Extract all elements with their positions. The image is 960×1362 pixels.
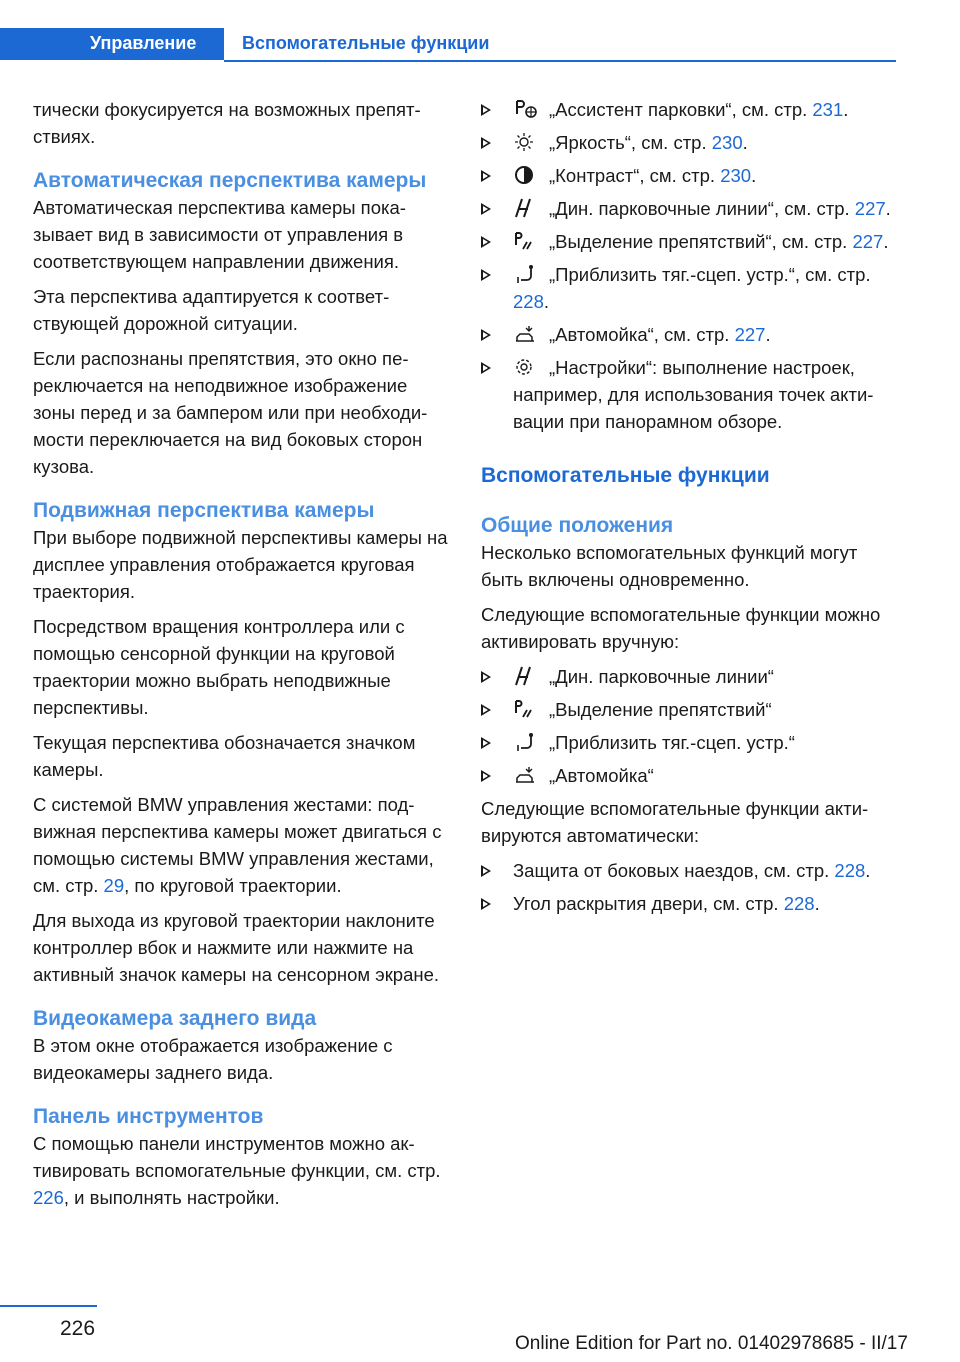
heading-auto-perspective: Автоматическая перспектива камеры [33, 169, 427, 192]
list-item: „Автомойка“, см. стр. 227. [481, 321, 901, 348]
list-item: „Настройки“: выполнение настроек, например, для использования точек активации при панорамном обзоре. [481, 354, 901, 435]
heading-assist-functions: Вспомогательные функции [481, 464, 770, 487]
list-item: „Ассистент парковки“, см. стр. 231. [481, 96, 901, 123]
auto-function-list [481, 857, 901, 917]
paragraph: Текущая перспектива обозначается значком камеры. [33, 732, 416, 780]
paragraph: Следующие вспомогательные функции активируются автоматически: [481, 798, 869, 846]
hitch-icon [513, 732, 539, 752]
paragraph: С системой BMW управления жестами: подвижная перспектива камеры может двигаться с помощью системы BMW управления жестами, см. стр. 29, по круговой траектории. [33, 794, 442, 896]
bullet-triangle-icon [481, 137, 491, 149]
settings-gear-icon [513, 357, 539, 377]
bullet-triangle-icon [481, 704, 491, 716]
bullet-triangle-icon [481, 236, 491, 248]
bullet-triangle-icon [481, 203, 491, 215]
bullet-triangle-icon [481, 737, 491, 749]
edition-note: Online Edition for Part no. 01402978685 - II/17 [515, 1333, 908, 1354]
obstacle-icon [513, 231, 539, 251]
car-wash-icon [513, 324, 539, 344]
heading-rear-camera: Видеокамера заднего вида [33, 1007, 317, 1030]
list-item: „Контраст“, см. стр. 230. [481, 162, 901, 189]
toolbar-function-list [481, 96, 901, 435]
page-link[interactable]: 29 [103, 875, 125, 896]
bullet-triangle-icon [481, 865, 491, 877]
bullet-triangle-icon [481, 269, 491, 281]
brightness-icon [513, 132, 539, 152]
chapter-title: Вспомогательные функции [242, 33, 490, 53]
page-link[interactable]: 231 [812, 99, 844, 120]
heading-moving-perspective: Подвижная перспектива камеры [33, 499, 375, 522]
paragraph: Посредством вращения контроллера или с помощью сенсорной функции на круговой траектории можно выбрать неподвижные перспективы. [33, 616, 405, 718]
page-link[interactable]: 227 [734, 324, 766, 345]
bullet-triangle-icon [481, 770, 491, 782]
paragraph: В этом окне отображается изображение с видеокамеры заднего вида. [33, 1035, 393, 1083]
paragraph: Несколько вспомогательных функций могут быть включены одновременно. [481, 542, 858, 590]
paragraph: Автоматическая перспектива камеры показывает вид в зависимости от управления в соответствующем направлении движения. [33, 197, 406, 272]
obstacle-icon [513, 699, 539, 719]
left-column [33, 96, 451, 1219]
footer-rule [0, 1305, 97, 1307]
bullet-triangle-icon [481, 671, 491, 683]
paragraph: Если распознаны препятствия, это окно переключается на неподвижное изображение зоны перед и за бампером или при необходимости переключается на вид боковых сторон кузова. [33, 348, 428, 477]
paragraph: С помощью панели инструментов можно активировать вспомогательные функции, см. стр. 226, и выполнять настройки. [33, 1133, 441, 1208]
page-link[interactable]: 226 [33, 1187, 64, 1208]
header-rule [224, 60, 896, 62]
park-assist-icon [513, 99, 539, 119]
list-item: „Приблизить тяг.-сцеп. устр.“ [481, 729, 901, 756]
car-wash-icon [513, 765, 539, 785]
paragraph: тически фокусируется на возможных препятствиях. [33, 99, 421, 147]
page-link[interactable]: 228 [513, 291, 544, 312]
paragraph: При выборе подвижной перспективы камеры на дисплее управления отображается круговая траектория. [33, 527, 448, 602]
page-link[interactable]: 227 [852, 231, 884, 252]
list-item: „Автомойка“ [481, 762, 901, 789]
bullet-triangle-icon [481, 104, 491, 116]
parking-lines-icon [513, 198, 539, 218]
list-item: „Приблизить тяг.-сцеп. устр.“, см. стр. 228. [481, 261, 901, 315]
page-link[interactable]: 228 [783, 893, 815, 914]
list-item: „Дин. парковочные линии“ [481, 663, 901, 690]
manual-function-list [481, 663, 901, 789]
paragraph: Эта перспектива адаптируется к соответствующей дорожной ситуации. [33, 286, 390, 334]
paragraph: Следующие вспомогательные функции можно активировать вручную: [481, 604, 881, 652]
list-item: „Выделение препятствий“, см. стр. 227. [481, 228, 901, 255]
heading-toolbar: Панель инструментов [33, 1105, 264, 1128]
list-item: Угол раскрытия двери, см. стр. 228. [481, 890, 901, 917]
parking-lines-icon [513, 666, 539, 686]
list-item: „Дин. парковочные линии“, см. стр. 227. [481, 195, 901, 222]
section-title: Управление [90, 33, 197, 53]
list-item: „Выделение препятствий“ [481, 696, 901, 723]
page-link[interactable]: 230 [711, 132, 743, 153]
bullet-triangle-icon [481, 362, 491, 374]
hitch-icon [513, 264, 539, 284]
right-column [481, 96, 901, 923]
page-link[interactable]: 227 [854, 198, 886, 219]
bullet-triangle-icon [481, 329, 491, 341]
page-number: 226 [60, 1317, 96, 1340]
list-item: Защита от боковых наездов, см. стр. 228. [481, 857, 901, 884]
page-link[interactable]: 228 [834, 860, 866, 881]
bullet-triangle-icon [481, 898, 491, 910]
heading-general: Общие положения [481, 514, 674, 537]
page-link[interactable]: 230 [720, 165, 752, 186]
list-item: „Яркость“, см. стр. 230. [481, 129, 901, 156]
contrast-icon [513, 165, 539, 185]
bullet-triangle-icon [481, 170, 491, 182]
paragraph: Для выхода из круговой траектории наклоните контроллер вбок и нажмите или нажмите на активный значок камеры на сенсорном экране. [33, 910, 440, 985]
